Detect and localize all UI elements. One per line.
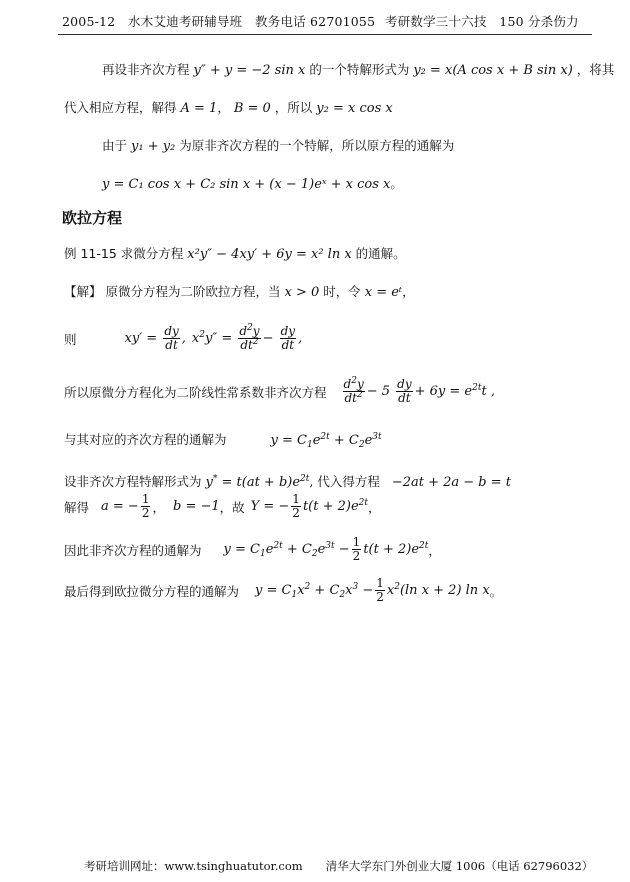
p1-equation: y″ + y = −2 sin x — [193, 63, 306, 78]
p1-pre: 再设非齐次方程 — [102, 62, 190, 77]
solve-end: ， — [368, 499, 381, 515]
p1-form: y₂ = x(A cos x + B sin x) — [413, 63, 573, 78]
homogeneous-line — [64, 430, 382, 448]
p2-a-value: A = 1 — [180, 101, 218, 116]
p1-post: ，将其 — [576, 62, 615, 77]
euler-final-solution: $y = C_1x^2 + C_2x^3$ − $\frac{1}{2}$ $x^2(\ln$ x + 2) ln x — [255, 576, 490, 604]
derivative-relations — [64, 325, 302, 352]
solve-pre: 解得 — [64, 499, 90, 515]
example-equation: x²y″ − 4xy′ + 6y = x² ln x — [187, 247, 352, 262]
solve-sep: ， — [152, 499, 165, 515]
header-left: 2005-12 水木艾迪考研辅导班 教务电话 62701055 — [62, 14, 376, 29]
p2-b-value: B = 0 — [233, 101, 271, 116]
particular-pre: 设非齐次方程特解形式为 — [64, 474, 202, 489]
a-value: a = − $\frac{1}{2}$ — [101, 492, 150, 520]
particular-form: $y^* = t(at + b)e^{2t}$ — [205, 474, 310, 490]
example-post: 的通解。 — [355, 246, 406, 261]
final-end: 。 — [489, 583, 503, 599]
solution-substitution: x = eᵗ — [364, 285, 403, 300]
p2-sep: ， — [217, 100, 230, 115]
particular-solution: Y = − $\frac{1}{2}$ $t(t + 2)e^{2t}$ — [250, 492, 368, 520]
p2-result: y₂ = x cos x — [316, 101, 393, 116]
p2-pre: 代入相应方程，解得 — [64, 100, 177, 115]
solve-line — [64, 493, 381, 520]
transformed-equation: $\frac{d^2y}{dt^2}$ − 5 $\frac{dy}{dt}$ + $6y = e^{2t}t$ , — [343, 376, 495, 405]
solution-mid: 时，令 — [323, 284, 361, 299]
coefficient-equation: −2at + 2a − b = t — [391, 475, 511, 490]
example-pre: 求微分方程 — [120, 246, 184, 261]
general-solution-line — [102, 174, 403, 192]
general-end: ， — [428, 542, 441, 558]
transformed-equation-line — [64, 378, 495, 405]
nonhomog-general-line — [64, 536, 441, 563]
solution-condition: x > 0 — [284, 285, 320, 300]
paragraph-particular-form — [102, 60, 614, 78]
solution-pre: 原微分方程为二阶欧拉方程，当 — [105, 284, 281, 299]
nonhomog-general-solution: $y = C_1e^{2t} + C_2e^{3t}$ − $\frac{1}{2}$ $t(t + 2)e^{2t}$ — [223, 535, 429, 563]
second-derivative-relation: $x^2y''$ = $\frac{d^2y}{dt^2}$ − $\frac{dy}{dt}$ , — [191, 323, 303, 352]
paragraph-sum — [102, 136, 454, 154]
p3-pre: 由于 — [102, 138, 128, 153]
general-pre: 因此非齐次方程的通解为 — [64, 542, 202, 558]
p4-end: 。 — [390, 176, 403, 191]
particular-mid: , 代入得方程 — [309, 474, 380, 489]
footer: 考研培训网址：www.tsinghuatutor.com 清华大学东门外创业大厦 1006（电话 62796032） — [84, 859, 594, 873]
general-solution: y = C₁ cos x + C₂ sin x + (x − 1)eˣ + x cos x — [102, 177, 391, 192]
final-pre: 最后得到欧拉微分方程的通解为 — [64, 583, 240, 599]
example-line — [64, 244, 406, 262]
paragraph-coefficients — [64, 98, 393, 116]
euler-final-line — [64, 577, 502, 604]
so-pre: 所以原微分方程化为二阶线性常系数非齐次方程 — [64, 384, 327, 400]
p2-mid: ，所以 — [274, 100, 313, 115]
example-label: 例 11-15 — [64, 246, 117, 261]
then-label: 则 — [64, 331, 77, 347]
particular-line — [64, 472, 511, 490]
p1-mid: 的一个特解形式为 — [309, 62, 410, 77]
first-derivative-relation: xy′ = $\frac{dy}{dt}$ , — [124, 324, 186, 352]
header-right: 考研数学三十六技 150 分杀伤力 — [385, 14, 579, 29]
section-title: 欧拉方程 — [62, 209, 123, 227]
solution-line — [64, 282, 415, 300]
p3-post: 为原非齐次方程的一个特解，所以原方程的通解为 — [179, 138, 455, 153]
homog-pre: 与其对应的齐次方程的通解为 — [64, 432, 227, 447]
solve-mid: ，故 — [219, 499, 245, 515]
p3-sum: y₁ + y₂ — [131, 139, 176, 154]
solution-end: ， — [402, 284, 415, 299]
b-value: b = −1 — [172, 499, 220, 514]
homogeneous-solution: $y = C_1e^{2t} + C_2e^{3t}$ — [270, 432, 382, 450]
solution-tag: 【解】 — [64, 284, 102, 299]
header-rule — [58, 34, 592, 35]
